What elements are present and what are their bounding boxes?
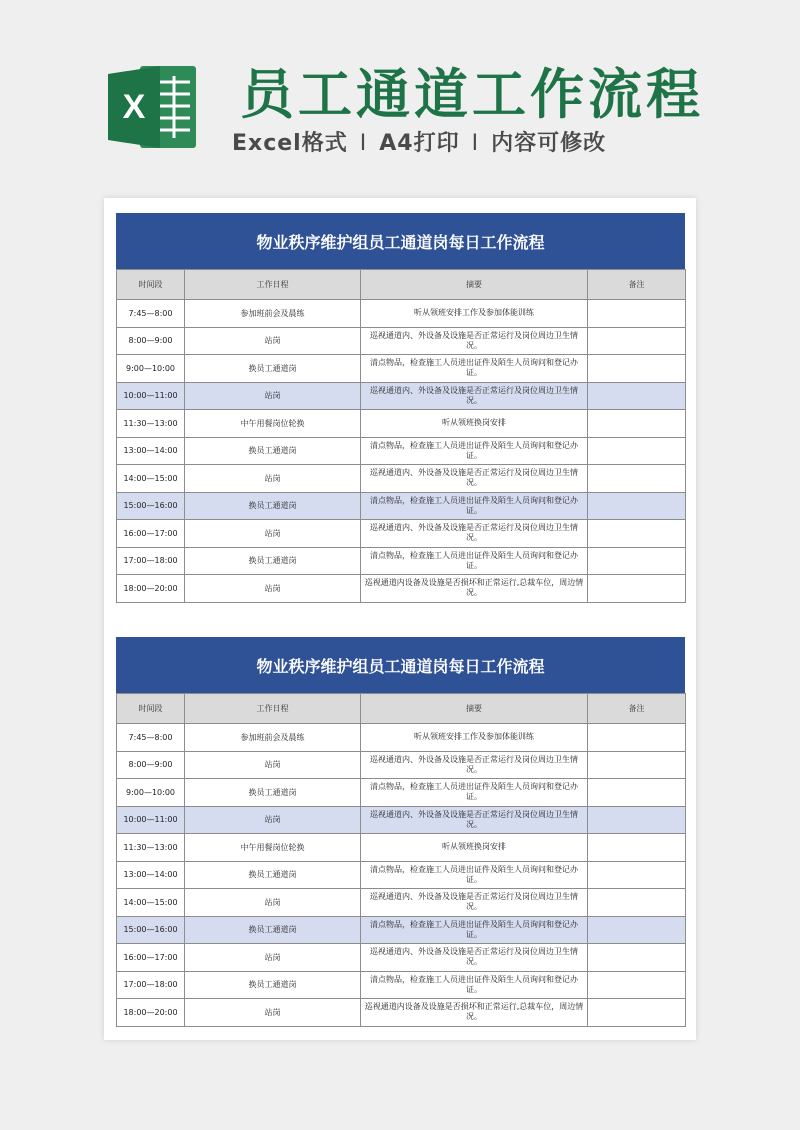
cell-task: 站岗: [185, 889, 361, 917]
cell-task: 换员工通道岗: [185, 971, 361, 999]
cell-task: 站岗: [185, 520, 361, 548]
cell-note: [588, 410, 686, 438]
cell-summary: 巡视通道内、外设备及设施是否正常运行及岗位周边卫生情况。: [361, 382, 588, 410]
cell-time: 13:00—14:00: [117, 861, 185, 889]
cell-note: [588, 889, 686, 917]
table-row: [117, 806, 686, 834]
column-header-time: 时间段: [117, 694, 185, 724]
cell-task: 换员工通道岗: [185, 861, 361, 889]
cell-task: 换员工通道岗: [185, 547, 361, 575]
cell-note: [588, 520, 686, 548]
schedule-table: [116, 693, 686, 1027]
feature-line: [232, 126, 606, 157]
cell-task: 站岗: [185, 465, 361, 493]
feature-separator: I: [471, 131, 480, 156]
table-row: [117, 547, 686, 575]
table-row: [117, 520, 686, 548]
cell-note: [588, 724, 686, 752]
feature-print: A4打印: [379, 131, 460, 156]
table-header-row: [117, 270, 686, 300]
feature-editable: 内容可修改: [491, 131, 607, 156]
workflow-sheet: [116, 637, 685, 1027]
cell-task: 中午用餐岗位轮换: [185, 834, 361, 862]
cell-task: 换员工通道岗: [185, 779, 361, 807]
cell-time: 13:00—14:00: [117, 437, 185, 465]
cell-note: [588, 834, 686, 862]
table-row: [117, 327, 686, 355]
table-row: [117, 861, 686, 889]
feature-format: Excel格式: [232, 131, 348, 156]
table-row: [117, 437, 686, 465]
cell-task: 站岗: [185, 999, 361, 1027]
sheet-title: 物业秩序维护组员工通道岗每日工作流程: [116, 213, 685, 269]
cell-summary: 巡视通道内设备及设施是否损坏和正常运行,总裁车位，周边情况。: [361, 999, 588, 1027]
cell-summary: 清点物品，检查施工人员进出证件及陌生人员询问和登记办证。: [361, 437, 588, 465]
cell-summary: 听从领班安排工作及参加体能训练: [361, 300, 588, 328]
cell-task: 参加班前会及晨练: [185, 300, 361, 328]
cell-note: [588, 751, 686, 779]
cell-summary: 清点物品，检查施工人员进出证件及陌生人员询问和登记办证。: [361, 916, 588, 944]
cell-note: [588, 779, 686, 807]
excel-logo-letter: X: [122, 88, 146, 126]
cell-time: 11:30—13:00: [117, 410, 185, 438]
table-row: [117, 834, 686, 862]
cell-summary: 巡视通道内、外设备及设施是否正常运行及岗位周边卫生情况。: [361, 944, 588, 972]
table-row: [117, 355, 686, 383]
cell-time: 7:45—8:00: [117, 300, 185, 328]
workflow-sheet: [116, 213, 685, 603]
cell-note: [588, 575, 686, 603]
table-header-row: [117, 694, 686, 724]
cell-time: 8:00—9:00: [117, 751, 185, 779]
cell-note: [588, 382, 686, 410]
table-row: [117, 916, 686, 944]
column-header-task: 工作日程: [185, 270, 361, 300]
cell-task: 站岗: [185, 806, 361, 834]
cell-summary: 清点物品，检查施工人员进出证件及陌生人员询问和登记办证。: [361, 971, 588, 999]
cell-task: 换员工通道岗: [185, 916, 361, 944]
column-header-note: 备注: [588, 270, 686, 300]
column-header-summary: 摘要: [361, 694, 588, 724]
cell-summary: 巡视通道内、外设备及设施是否正常运行及岗位周边卫生情况。: [361, 465, 588, 493]
cell-time: 9:00—10:00: [117, 355, 185, 383]
cell-note: [588, 465, 686, 493]
table-row: [117, 410, 686, 438]
cell-note: [588, 492, 686, 520]
table-row: [117, 492, 686, 520]
cell-summary: 清点物品，检查施工人员进出证件及陌生人员询问和登记办证。: [361, 861, 588, 889]
cell-time: 7:45—8:00: [117, 724, 185, 752]
table-row: [117, 300, 686, 328]
cell-time: 14:00—15:00: [117, 465, 185, 493]
document-preview: [104, 198, 696, 1040]
cell-summary: 清点物品，检查施工人员进出证件及陌生人员询问和登记办证。: [361, 779, 588, 807]
cell-summary: 巡视通道内设备及设施是否损坏和正常运行,总裁车位，周边情况。: [361, 575, 588, 603]
cell-task: 站岗: [185, 751, 361, 779]
cell-time: 16:00—17:00: [117, 520, 185, 548]
cell-note: [588, 437, 686, 465]
column-header-time: 时间段: [117, 270, 185, 300]
cell-summary: 巡视通道内、外设备及设施是否正常运行及岗位周边卫生情况。: [361, 327, 588, 355]
cell-note: [588, 355, 686, 383]
cell-note: [588, 971, 686, 999]
cell-summary: 巡视通道内、外设备及设施是否正常运行及岗位周边卫生情况。: [361, 751, 588, 779]
table-row: [117, 575, 686, 603]
table-row: [117, 779, 686, 807]
cell-task: 换员工通道岗: [185, 437, 361, 465]
cell-time: 8:00—9:00: [117, 327, 185, 355]
cell-summary: 听从领班换岗安排: [361, 834, 588, 862]
table-row: [117, 751, 686, 779]
table-row: [117, 944, 686, 972]
cell-task: 换员工通道岗: [185, 355, 361, 383]
table-row: [117, 889, 686, 917]
cell-note: [588, 944, 686, 972]
table-row: [117, 465, 686, 493]
cell-note: [588, 999, 686, 1027]
cell-summary: 巡视通道内、外设备及设施是否正常运行及岗位周边卫生情况。: [361, 806, 588, 834]
cell-time: 11:30—13:00: [117, 834, 185, 862]
cell-task: 站岗: [185, 327, 361, 355]
cell-time: 17:00—18:00: [117, 547, 185, 575]
table-row: [117, 724, 686, 752]
cell-task: 换员工通道岗: [185, 492, 361, 520]
column-header-note: 备注: [588, 694, 686, 724]
cell-note: [588, 916, 686, 944]
cell-summary: 清点物品，检查施工人员进出证件及陌生人员询问和登记办证。: [361, 547, 588, 575]
cell-task: 站岗: [185, 382, 361, 410]
cell-note: [588, 547, 686, 575]
cell-time: 15:00—16:00: [117, 916, 185, 944]
cell-task: 站岗: [185, 575, 361, 603]
cell-time: 17:00—18:00: [117, 971, 185, 999]
column-header-summary: 摘要: [361, 270, 588, 300]
table-row: [117, 971, 686, 999]
column-header-task: 工作日程: [185, 694, 361, 724]
cell-time: 10:00—11:00: [117, 806, 185, 834]
page-title: 员工通道工作流程: [240, 63, 704, 126]
cell-note: [588, 806, 686, 834]
cell-note: [588, 861, 686, 889]
cell-task: 站岗: [185, 944, 361, 972]
table-row: [117, 999, 686, 1027]
schedule-table: [116, 269, 686, 603]
cell-summary: 巡视通道内、外设备及设施是否正常运行及岗位周边卫生情况。: [361, 520, 588, 548]
cell-task: 中午用餐岗位轮换: [185, 410, 361, 438]
cell-summary: 听从领班安排工作及参加体能训练: [361, 724, 588, 752]
sheet-title: 物业秩序维护组员工通道岗每日工作流程: [116, 637, 685, 693]
cell-summary: 清点物品，检查施工人员进出证件及陌生人员询问和登记办证。: [361, 355, 588, 383]
cell-time: 10:00—11:00: [117, 382, 185, 410]
cell-summary: 清点物品，检查施工人员进出证件及陌生人员询问和登记办证。: [361, 492, 588, 520]
table-row: [117, 382, 686, 410]
cell-summary: 巡视通道内、外设备及设施是否正常运行及岗位周边卫生情况。: [361, 889, 588, 917]
cell-time: 18:00—20:00: [117, 575, 185, 603]
cell-note: [588, 300, 686, 328]
cell-time: 18:00—20:00: [117, 999, 185, 1027]
cell-task: 参加班前会及晨练: [185, 724, 361, 752]
excel-logo-icon: [104, 58, 202, 156]
cell-note: [588, 327, 686, 355]
feature-separator: I: [359, 131, 368, 156]
cell-time: 9:00—10:00: [117, 779, 185, 807]
cell-time: 14:00—15:00: [117, 889, 185, 917]
cell-time: 15:00—16:00: [117, 492, 185, 520]
cell-summary: 听从领班换岗安排: [361, 410, 588, 438]
cell-time: 16:00—17:00: [117, 944, 185, 972]
